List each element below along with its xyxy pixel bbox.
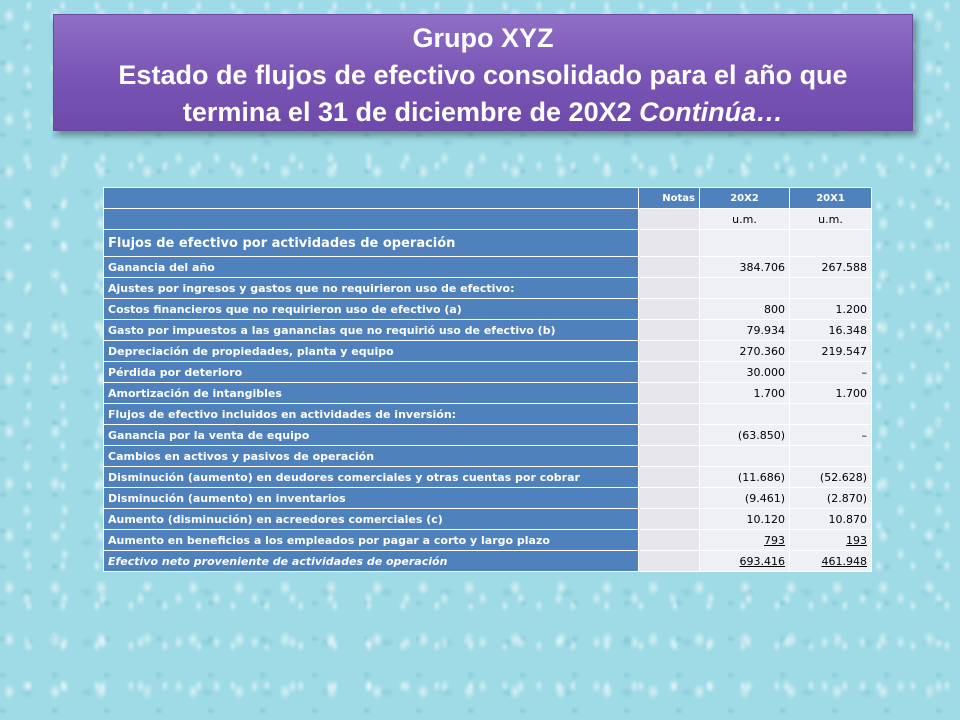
total-row — [104, 551, 872, 572]
title-statement: Estado de flujos de efectivo consolidado para el año que — [118, 60, 848, 90]
row-label: Disminución (aumento) en deudores comerciales y otras cuentas por cobrar — [104, 467, 639, 488]
row-value-20x1: 10.870 — [790, 509, 872, 530]
row-label: Amortización de intangibles — [104, 383, 639, 404]
units-row — [104, 209, 872, 230]
row-value-20x1 — [790, 404, 872, 425]
row-label: Aumento en beneficios a los empleados por pagar a corto y largo plazo — [104, 530, 639, 551]
row-label: Flujos de efectivo incluidos en actividades de inversión: — [104, 404, 639, 425]
units-20x1: u.m. — [790, 209, 872, 230]
units-label — [104, 209, 639, 230]
row-value-20x1: 193 — [790, 530, 872, 551]
row-value-20x2 — [700, 446, 790, 467]
row-notes — [639, 278, 700, 299]
row-label: Gasto por impuestos a las ganancias que no requirió uso de efectivo (b) — [104, 320, 639, 341]
row-notes — [639, 383, 700, 404]
table-row — [104, 446, 872, 467]
row-notes — [639, 320, 700, 341]
row-label: Pérdida por deterioro — [104, 362, 639, 383]
header-year-20x1: 20X1 — [790, 188, 872, 209]
header-notes: Notas — [639, 188, 700, 209]
cash-flow-table — [103, 187, 872, 572]
table-row — [104, 278, 872, 299]
section-notes — [639, 230, 700, 257]
table-header-row — [104, 188, 872, 209]
row-value-20x2: 384.706 — [700, 257, 790, 278]
total-label: Efectivo neto proveniente de actividades de operación — [104, 551, 639, 572]
row-label: Disminución (aumento) en inventarios — [104, 488, 639, 509]
table-row — [104, 509, 872, 530]
row-label: Aumento (disminución) en acreedores comerciales (c) — [104, 509, 639, 530]
table-row — [104, 467, 872, 488]
row-value-20x2: (11.686) — [700, 467, 790, 488]
row-value-20x1 — [790, 278, 872, 299]
total-value-20x1: 461.948 — [790, 551, 872, 572]
row-label: Costos financieros que no requirieron uso de efectivo (a) — [104, 299, 639, 320]
units-notes — [639, 209, 700, 230]
row-value-20x1: – — [790, 362, 872, 383]
section-row — [104, 230, 872, 257]
title-period-text: termina el 31 de diciembre de 20X2 — [182, 97, 640, 127]
row-label: Cambios en activos y pasivos de operación — [104, 446, 639, 467]
table-row — [104, 341, 872, 362]
row-notes — [639, 425, 700, 446]
row-value-20x1: 1.200 — [790, 299, 872, 320]
row-value-20x2: 800 — [700, 299, 790, 320]
row-value-20x1: (52.628) — [790, 467, 872, 488]
row-label: Ganancia del año — [104, 257, 639, 278]
row-value-20x2: 793 — [700, 530, 790, 551]
row-label: Ajustes por ingresos y gastos que no requirieron uso de efectivo: — [104, 278, 639, 299]
row-value-20x2 — [700, 404, 790, 425]
slide-title — [53, 14, 913, 131]
row-value-20x1: – — [790, 425, 872, 446]
table-row — [104, 530, 872, 551]
table-row — [104, 404, 872, 425]
total-notes — [639, 551, 700, 572]
table-row — [104, 257, 872, 278]
row-label: Ganancia por la venta de equipo — [104, 425, 639, 446]
row-notes — [639, 404, 700, 425]
row-value-20x2: 270.360 — [700, 341, 790, 362]
table-row — [104, 320, 872, 341]
table-row — [104, 362, 872, 383]
row-value-20x1: 16.348 — [790, 320, 872, 341]
table-row — [104, 425, 872, 446]
table-row — [104, 383, 872, 404]
table-row — [104, 299, 872, 320]
row-value-20x2: (9.461) — [700, 488, 790, 509]
row-value-20x2: (63.850) — [700, 425, 790, 446]
row-value-20x1: 267.588 — [790, 257, 872, 278]
row-value-20x2: 1.700 — [700, 383, 790, 404]
title-company: Grupo XYZ — [412, 23, 554, 53]
table-row — [104, 488, 872, 509]
row-notes — [639, 530, 700, 551]
row-notes — [639, 299, 700, 320]
header-year-20x2: 20X2 — [700, 188, 790, 209]
row-notes — [639, 446, 700, 467]
row-notes — [639, 341, 700, 362]
row-value-20x1 — [790, 446, 872, 467]
units-20x2: u.m. — [700, 209, 790, 230]
row-value-20x1: 1.700 — [790, 383, 872, 404]
total-value-20x2: 693.416 — [700, 551, 790, 572]
title-period — [54, 94, 912, 131]
row-notes — [639, 257, 700, 278]
title-continues: Continúa… — [639, 97, 784, 127]
row-notes — [639, 509, 700, 530]
row-notes — [639, 362, 700, 383]
row-label: Depreciación de propiedades, planta y equipo — [104, 341, 639, 362]
row-value-20x2: 10.120 — [700, 509, 790, 530]
row-value-20x2: 79.934 — [700, 320, 790, 341]
row-value-20x1: 219.547 — [790, 341, 872, 362]
row-value-20x1: (2.870) — [790, 488, 872, 509]
row-value-20x2 — [700, 278, 790, 299]
row-notes — [639, 488, 700, 509]
row-notes — [639, 467, 700, 488]
section-20x2 — [700, 230, 790, 257]
header-label — [104, 188, 639, 209]
section-20x1 — [790, 230, 872, 257]
row-value-20x2: 30.000 — [700, 362, 790, 383]
section-title: Flujos de efectivo por actividades de operación — [104, 230, 639, 257]
